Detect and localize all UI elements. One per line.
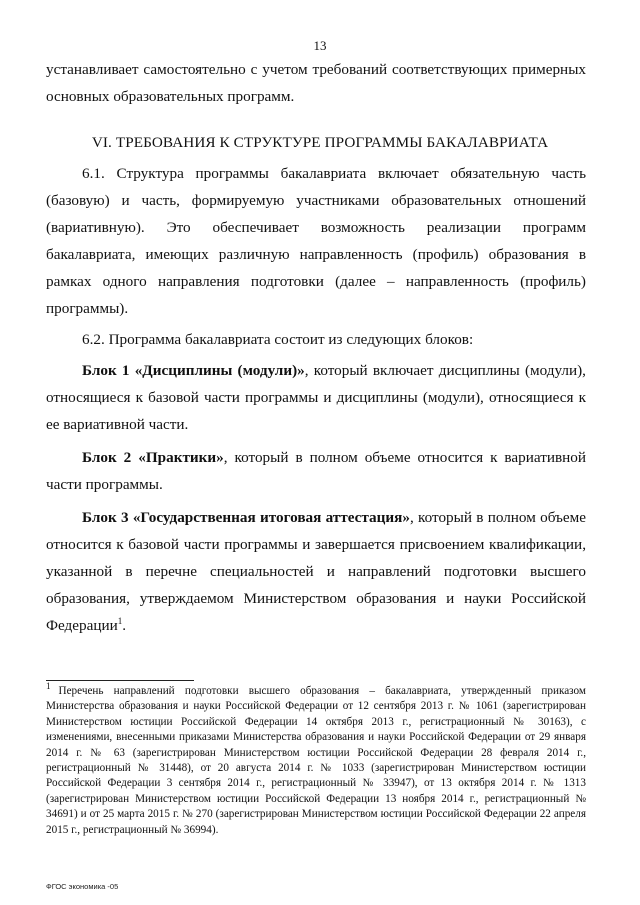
footer-label: ФГОС экономика -05 xyxy=(46,882,119,891)
section-title: VI. ТРЕБОВАНИЯ К СТРУКТУРЕ ПРОГРАММЫ БАКАЛАВРИАТА xyxy=(91,134,549,151)
paragraph-6-2: 6.2. Программа бакалавриата состоит из следующих блоков: xyxy=(82,331,474,348)
block-1-text: , который включает дисциплины (модули), относящиеся к базовой части программы и дисциплины (модули), относящиеся к ее вариативной части. xyxy=(46,362,586,433)
footnote-divider xyxy=(46,680,194,681)
footnote-mark: 1 xyxy=(46,681,51,692)
main-content xyxy=(46,160,586,639)
continuation-paragraph xyxy=(46,56,586,110)
block-1-paragraph xyxy=(46,357,586,438)
block-3-end: . xyxy=(122,617,127,634)
page-number: 13 xyxy=(313,38,327,53)
block-2-text: , который в полном объеме относится к вариативной части программы. xyxy=(46,449,586,493)
continuation-text: устанавливает самостоятельно с учетом требований соответствующих примерных основных образовательных программ. xyxy=(46,61,586,105)
footnote-text: Перечень направлений подготовки высшего образования – бакалавриата, утвержденный приказом Министерства образования и науки Российской Федерации от 12 сентября 2013 г. № 1061 (зарегистрирован Министерством юстиции Российской Федерации 14 октября 2013 г., регистрационный № 30163), с изменениями, внесенными приказами Министерства образования и науки Российской Федерации от 29 января 2014 г. № 63 (зарегистрирован Министерством юстиции Российской Федерации 28 февраля 2014 г., регистрационный № 31448), от 20 августа 2014 г. № 1033 (зарегистрирован Министерством юстиции Российской Федерации 3 сентября 2014 г., регистрационный № 33947), от 13 октября 2014 г. № 1313 (зарегистрирован Министерством юстиции Российской Федерации 13 ноября 2014 г., регистрационный № 34691) и от 25 марта 2015 г. № 270 (зарегистрирован Министерством юстиции Российской Федерации 22 апреля 2015 г., регистрационный № 36994). xyxy=(46,685,586,836)
block-3-paragraph xyxy=(46,504,586,639)
paragraph-6-1: 6.1. Структура программы бакалавриата включает обязательную часть (базовую) и часть, формируемую участниками образовательных отношений (вариативную). Это обеспечивает возможность реализации программ бакалавриата, имеющих различную направленность (профиль) образования в рамках одного направления подготовки (далее – направленность (профиль) программы). xyxy=(46,165,586,317)
block-1-title: Блок 1 «Дисциплины (модули)» xyxy=(82,362,305,379)
block-3-text: , который в полном объеме относится к базовой части программы и завершается присвоением квалификации, указанной в перечне специальностей и направлений подготовки высшего образования, утверждаемом Министерством образования и науки Российской Федерации xyxy=(46,509,586,634)
block-2-title: Блок 2 «Практики» xyxy=(82,449,224,466)
footnote-reference: 1 xyxy=(117,615,123,626)
block-3-title: Блок 3 «Государственная итоговая аттестация» xyxy=(82,509,410,526)
block-2-paragraph xyxy=(46,444,586,498)
footnote xyxy=(46,681,586,838)
